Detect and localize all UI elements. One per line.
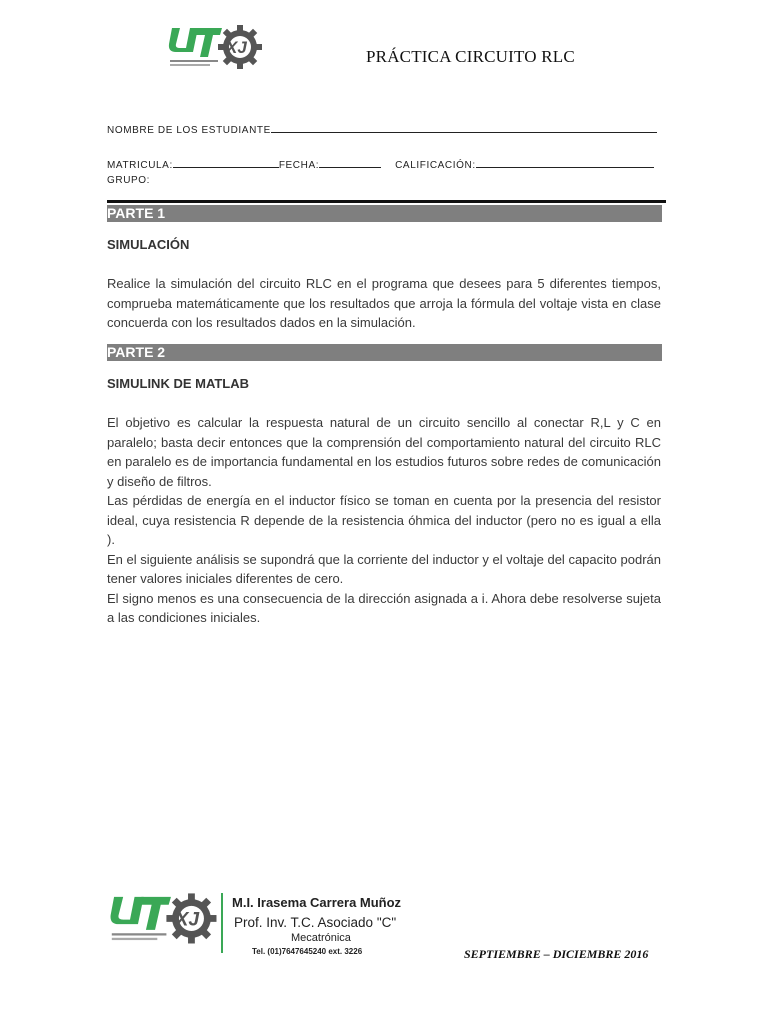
professor-phone: Tel. (01)7647645240 ext. 3226: [252, 947, 363, 956]
nombre-label: NOMBRE DE LOS ESTUDIANTE: [107, 125, 271, 136]
parte2-paragraph-3: En el siguiente análisis se supondrá que la corriente del inductor y el voltaje del capacito podrán tener valores iniciales diferentes de cero.: [107, 551, 661, 586]
fecha-blank[interactable]: [319, 157, 381, 168]
parte2-subtitle: SIMULINK DE MATLAB: [107, 376, 250, 391]
grupo-label: GRUPO:: [107, 175, 151, 186]
parte1-paragraph: Realice la simulación del circuito RLC en el programa que desees para 5 diferentes tiempos, comprueba matemáticamente que los resultados que arroja la fórmula del voltaje vista en clase concuerda con los resultados dados en la simulación.: [107, 276, 661, 330]
matricula-label: MATRICULA:: [107, 160, 173, 171]
utxj-footer-logo-icon: [107, 890, 219, 956]
matricula-blank[interactable]: [173, 157, 279, 168]
parte1-band: [107, 205, 662, 222]
parte2-paragraph-1: El objetivo es calcular la respuesta natural de un circuito sencillo al conectar R,L y C en paralelo; basta decir entonces que la comprensión del comportamiento natural del circuito RLC en paralelo es de importancia fundamental en los estudios futuros sobre redes de comunicación y diseño de filtros.: [107, 415, 661, 489]
section-divider: [107, 200, 666, 203]
calificacion-blank[interactable]: [476, 157, 654, 168]
parte2-paragraph-2: Las pérdidas de energía en el inductor físico se toman en cuenta por la presencia del resistor ideal, cuya resistencia R depende de la resistencia óhmica del inductor (pero no es igual a ella ).: [107, 493, 661, 547]
parte2-label: PARTE 2: [107, 344, 166, 360]
professor-position: Prof. Inv. T.C. Asociado "C": [234, 915, 397, 930]
parte2-text: [107, 413, 661, 628]
svg-text:XJ: XJ: [175, 908, 200, 931]
footer-divider: [221, 893, 223, 953]
parte1-subtitle: SIMULACIÓN: [107, 237, 190, 252]
matricula-line: [107, 157, 654, 171]
page-title: PRÁCTICA CIRCUITO RLC: [366, 47, 575, 66]
parte1-label: PARTE 1: [107, 205, 166, 221]
professor-name: M.I. Irasema Carrera Muñoz: [232, 895, 402, 910]
calificacion-label: CALIFICACIÓN:: [395, 160, 476, 171]
parte2-band: [107, 344, 662, 361]
period-label: SEPTIEMBRE – DICIEMBRE 2016: [464, 947, 649, 961]
svg-text:XJ: XJ: [226, 38, 247, 57]
fecha-label: FECHA:: [278, 160, 320, 171]
parte1-text: [107, 274, 661, 333]
nombre-line: [107, 122, 657, 136]
parte2-paragraph-4: El signo menos es una consecuencia de la dirección asignada a i. Ahora debe resolverse sujeta a las condiciones iniciales.: [107, 590, 661, 625]
professor-department: Mecatrónica: [291, 932, 351, 944]
nombre-blank[interactable]: [271, 122, 657, 133]
utxj-logo-icon: [168, 22, 262, 80]
